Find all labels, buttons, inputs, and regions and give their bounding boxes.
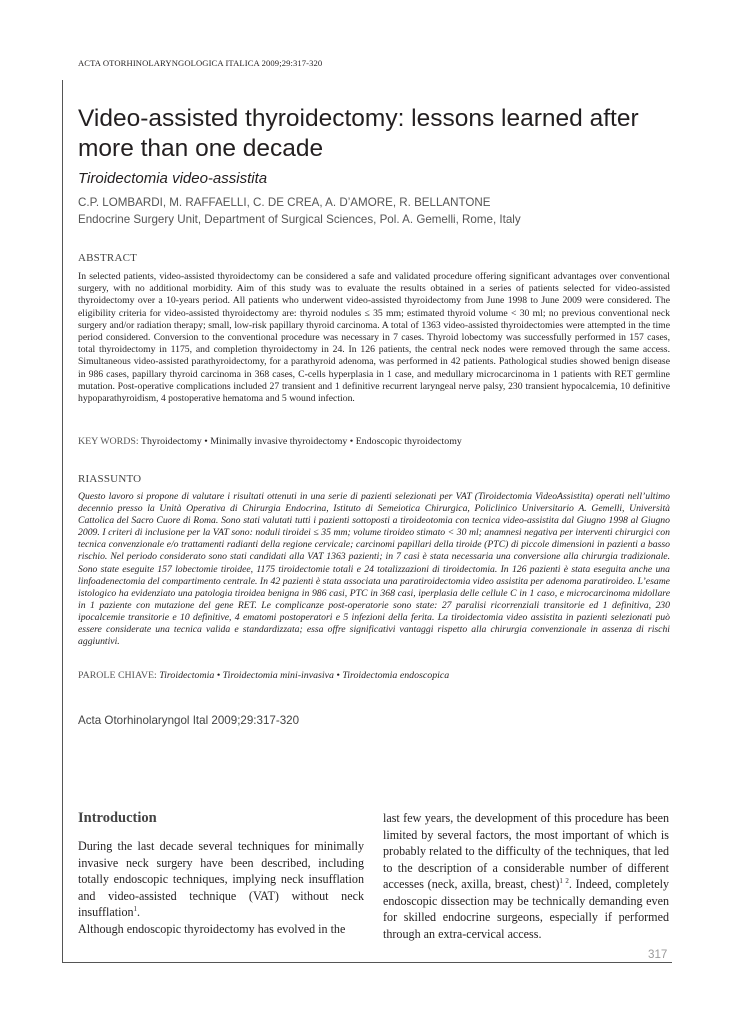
keywords-list: Thyroidectomy • Minimally invasive thyroidectomy • Endoscopic thyroidectomy [140,436,462,447]
bottom-margin-rule [62,962,672,963]
citation: Acta Otorhinolaryngol Ital 2009;29:317-320 [78,714,300,727]
keywords [78,436,678,447]
keywords-label: KEY WORDS: [78,436,139,447]
left-margin-rule [62,80,63,962]
riassunto-heading: RIASSUNTO [78,473,142,485]
parole-chiave-list: Tiroidectomia • Tiroidectomia mini-invasiva • Tiroidectomia endoscopica [159,670,450,681]
article-subtitle: Tiroidectomia video-assistita [78,170,268,187]
riassunto-text: Questo lavoro si propone di valutare i risultati ottenuti in una serie di pazienti selezionati per VAT (Tiroidectomia VideoAssistita) operati nell’ultimo decennio presso la Unità Operativa di Chirurgia Endocrina, Istituto di Semeiotica Chirurgica, Policlinico Universitario A. Gemelli, Università Cattolica del Sacro Cuore di Roma. Sono stati valutati tutti i pazienti sottoposti a tiroideotomia con tecnica video-assistita dal Giugno 1998 al Giugno 2009. I criteri di inclusione per la VAT sono: noduli tiroidei ≤ 35 mm; volume tiroideo stimato < 30 ml; anamnesi negativa per interventi chirurgici con tecnica convenzionale e/o trattamenti radianti della regione cervicale; carcinomi papillari della tiroide (PTC) di piccole dimensioni in pazienti a basso rischio. Nel periodo considerato sono stati candidati alla VAT 1363 pazienti; in 7 casi è stata necessaria una conversione alla chirurgia tradizionale. Sono state eseguite 157 lobectomie tiroidee, 1175 tiroidectomie totali e 24 totalizzazioni di tiroidectomia. In 126 pazienti è stata eseguita anche una linfoadenectomia del compartimento centrale. In 42 pazienti è stata associata una paratiroidectomia video assistita per adenoma paratiroideo. L’esame istologico ha evidenziato una patologia tiroidea benigna in 986 casi, PTC in 368 casi, iperplasia delle cellule C in 1 caso, e microcarcinoma midollare in 1 paziente con mutazione del gene RET. Le complicanze post-operatorie sono state: 27 paralisi ricorrenziali transitorie ed 1 definitiva, 230 ipocalcemie transitorie e 10 definitive, 4 ematomi postoperatori e 5 infezioni della ferita. La tiroidectomia video assistita in pazienti selezionati può essere considerate una tecnica valida e standardizzata; essa offre significativi vantaggi rispetto alla chirurgia convenzionale in assenza di rischi aggiuntivi. [78,491,670,648]
affiliation: Endocrine Surgery Unit, Department of Surgical Sciences, Pol. A. Gemelli, Rome, Italy [78,213,521,226]
introduction-right-column [383,810,669,942]
intro-paragraph-continued: last few years, the development of this procedure has been limited by several factors, the most important of which is probably related to the difficulty of the techniques, that led to the description of a considerable number of different accesses (neck, axilla, breast, chest)$^{1 2}$. Indeed, completely endoscopic dissection may be technically demanding even for skilled endocrine surgeons, especially if performed through an extra-cervical access. [383,811,669,941]
parole-chiave [78,670,678,681]
intro-paragraph-1: During the last decade several techniques for minimally invasive neck surgery have been described, including totally endoscopic techniques, implying neck insufflation and video-assisted technique (VAT) without neck insufflation$^1$. [78,839,364,919]
running-head: ACTA OTORHINOLARYNGOLOGICA ITALICA 2009;29:317-320 [78,58,323,68]
parole-chiave-label: PAROLE CHIAVE: [78,670,157,681]
introduction-heading: Introduction [78,810,157,826]
article-title: Video-assisted thyroidectomy: lessons learned after more than one decade [78,105,639,162]
abstract-heading: ABSTRACT [78,252,138,264]
intro-paragraph-2: Although endoscopic thyroidectomy has evolved in the [78,921,346,936]
abstract-text: In selected patients, video-assisted thyroidectomy can be considered a safe and validated procedure offering significant advantages over conventional surgery, with no additional morbidity. Aim of this study was to evaluate the results obtained in a series of patients selected for video-assisted thyroidectomy over a 10-years period. All patients who underwent video-assisted thyroidectomy from June 1998 to June 2009 were considered. The eligibility criteria for video-assisted thyroidectomy are: thyroid nodules ≤ 35 mm; estimated thyroid volume < 30 ml; no previous conventional neck surgery and/or radiation therapy; small, low-risk papillary thyroid carcinoma. A total of 1363 video-assisted thyroidectomies were attempted in the time period considered. Conversion to the conventional procedure was necessary in 7 cases. Thyroid lobectomy was successfully performed in 157 cases, total thyroidectomy in 1175, and completion thyroidectomy in 24. In 126 patients, the central neck nodes were removed through the same access. Simultaneous video-assisted parathyroidectomy, for a parathyroid adenoma, was performed in 42 patients. Pathological studies showed benign disease in 986 cases, papillary thyroid carcinoma in 368 cases, C-cells hyperplasia in 1 case, and medullary microcarcinoma in 1 patients with RET germline mutation. Post-operative complications included 27 transient and 1 definitive recurrent laryngeal nerve palsy, 230 transient hypocalcemia, 10 definitive hypoparathyroidism, 4 postoperative hematoma and 5 wound infection. [78,271,670,405]
author-list: C.P. LOMBARDI, M. RAFFAELLI, C. DE CREA, A. D’AMORE, R. BELLANTONE [78,196,491,209]
reference-1-2: 1 2 [559,876,569,885]
page-number: 317 [648,948,668,961]
introduction-left-column [78,838,364,937]
reference-1: 1 [133,904,138,913]
